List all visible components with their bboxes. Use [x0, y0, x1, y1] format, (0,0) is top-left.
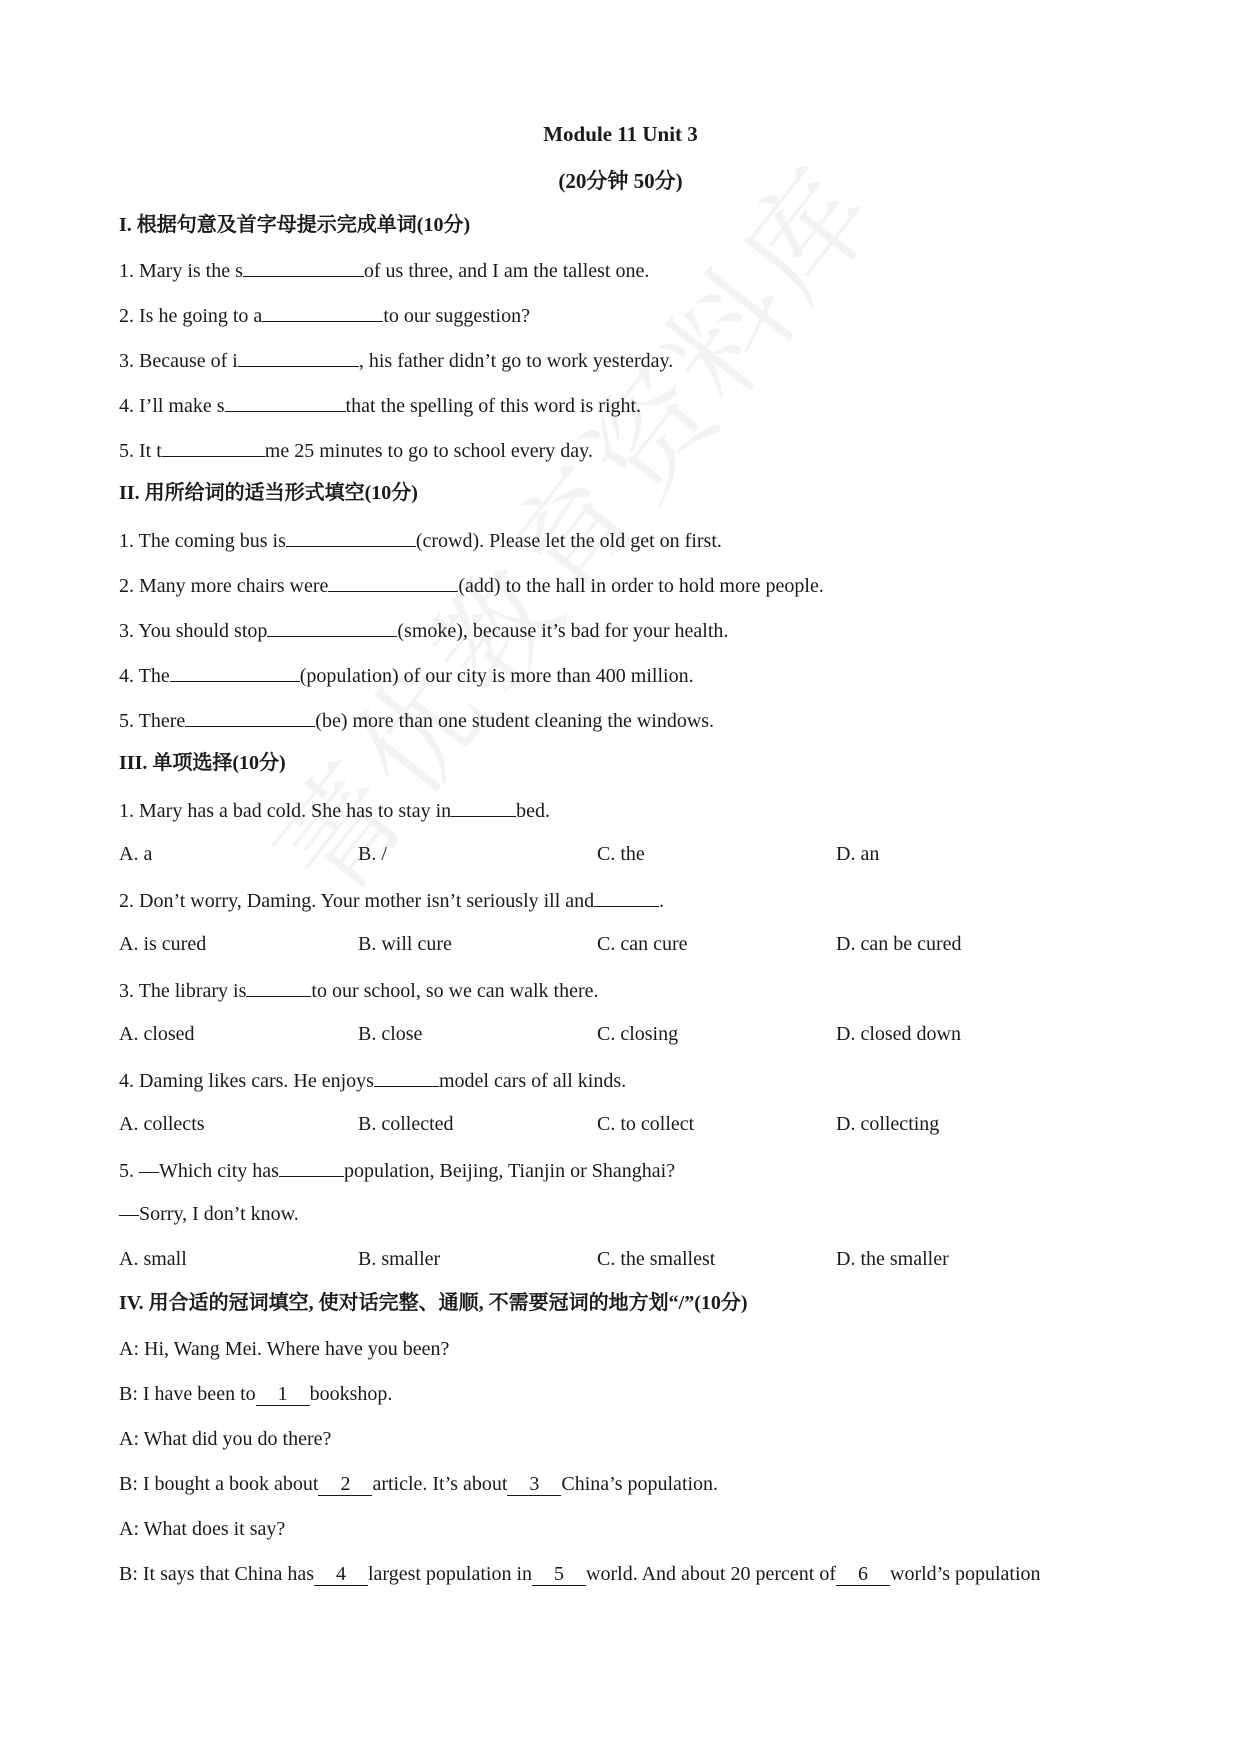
- s3-q3-option-d[interactable]: D. closed down: [836, 1023, 961, 1045]
- s3-q2-option-a[interactable]: A. is cured: [119, 933, 207, 955]
- answer-blank[interactable]: [279, 1156, 344, 1177]
- s3-q5-option-d[interactable]: D. the smaller: [836, 1248, 949, 1270]
- numbered-blank[interactable]: 5: [532, 1563, 586, 1586]
- s3-q3-option-b[interactable]: B. close: [358, 1023, 423, 1045]
- section-4-heading: IV. 用合适的冠词填空, 使对话完整、通顺, 不需要冠词的地方划“/”(10分): [119, 1292, 748, 1314]
- s3-q5-option-a[interactable]: A. small: [119, 1248, 187, 1270]
- dialogue-line-1: A: Hi, Wang Mei. Where have you been?: [119, 1338, 450, 1360]
- answer-blank[interactable]: [246, 976, 311, 997]
- s3-question-5: 5. —Which city has population, Beijing, Tianjin or Shanghai?: [119, 1156, 675, 1184]
- page-title: Module 11 Unit 3: [543, 122, 698, 146]
- s3-q1-option-d[interactable]: D. an: [836, 843, 880, 865]
- s3-q5-option-b[interactable]: B. smaller: [358, 1248, 441, 1270]
- page-subtitle: (20分钟 50分): [558, 169, 683, 193]
- s1-question-4: 4. I’ll make s that the spelling of this word is right.: [119, 391, 641, 419]
- answer-blank[interactable]: [451, 796, 516, 817]
- s3-question-1: 1. Mary has a bad cold. She has to stay in bed.: [119, 796, 550, 824]
- s1-question-2: 2. Is he going to a to our suggestion?: [119, 301, 530, 329]
- s2-question-5: 5. There (be) more than one student cleaning the windows.: [119, 706, 714, 734]
- answer-blank[interactable]: [170, 661, 300, 682]
- s3-question-2: 2. Don’t worry, Daming. Your mother isn’t seriously ill and .: [119, 886, 664, 914]
- s1-question-5: 5. It t me 25 minutes to go to school every day.: [119, 436, 593, 464]
- answer-blank[interactable]: [238, 346, 359, 367]
- answer-blank[interactable]: [374, 1066, 439, 1087]
- s3-q4-option-d[interactable]: D. collecting: [836, 1113, 940, 1135]
- numbered-blank[interactable]: 6: [836, 1563, 890, 1586]
- s2-question-1: 1. The coming bus is (crowd). Please let the old get on first.: [119, 526, 722, 554]
- s3-q4-option-c[interactable]: C. to collect: [597, 1113, 695, 1135]
- dialogue-line-5: A: What does it say?: [119, 1518, 286, 1540]
- section-3-heading: III. 单项选择(10分): [119, 752, 286, 774]
- s1-question-1: 1. Mary is the s of us three, and I am the tallest one.: [119, 256, 649, 284]
- s2-question-4: 4. The (population) of our city is more than 400 million.: [119, 661, 694, 689]
- s1-question-3: 3. Because of i , his father didn’t go to work yesterday.: [119, 346, 673, 374]
- s2-question-3: 3. You should stop (smoke), because it’s bad for your health.: [119, 616, 728, 644]
- section-1-heading: I. 根据句意及首字母提示完成单词(10分): [119, 214, 471, 236]
- answer-blank[interactable]: [162, 436, 265, 457]
- answer-blank[interactable]: [594, 886, 659, 907]
- s3-q4-option-b[interactable]: B. collected: [358, 1113, 454, 1135]
- s3-q3-option-c[interactable]: C. closing: [597, 1023, 679, 1045]
- s3-q2-option-d[interactable]: D. can be cured: [836, 933, 962, 955]
- dialogue-line-6: B: It says that China has 4 largest population in 5 world. And about 20 percent of 6 world’s population: [119, 1563, 1041, 1585]
- s3-q1-option-b[interactable]: B. /: [358, 843, 387, 865]
- numbered-blank[interactable]: 3: [507, 1473, 561, 1496]
- answer-blank[interactable]: [286, 526, 416, 547]
- dialogue-line-2: B: I have been to 1 bookshop.: [119, 1383, 393, 1405]
- numbered-blank[interactable]: 1: [256, 1383, 310, 1406]
- s3-q5-reply: —Sorry, I don’t know.: [119, 1203, 299, 1225]
- dialogue-line-3: A: What did you do there?: [119, 1428, 332, 1450]
- answer-blank[interactable]: [243, 256, 364, 277]
- numbered-blank[interactable]: 2: [318, 1473, 372, 1496]
- s3-q1-option-c[interactable]: C. the: [597, 843, 645, 865]
- s3-q1-option-a[interactable]: A. a: [119, 843, 153, 865]
- answer-blank[interactable]: [225, 391, 346, 412]
- answer-blank[interactable]: [185, 706, 315, 727]
- s3-q5-option-c[interactable]: C. the smallest: [597, 1248, 716, 1270]
- s2-question-2: 2. Many more chairs were (add) to the hall in order to hold more people.: [119, 571, 824, 599]
- s3-question-3: 3. The library is to our school, so we can walk there.: [119, 976, 599, 1004]
- s3-q2-option-c[interactable]: C. can cure: [597, 933, 688, 955]
- numbered-blank[interactable]: 4: [314, 1563, 368, 1586]
- s3-q3-option-a[interactable]: A. closed: [119, 1023, 195, 1045]
- dialogue-line-4: B: I bought a book about 2 article. It’s about 3 China’s population.: [119, 1473, 719, 1495]
- s3-question-4: 4. Daming likes cars. He enjoys model cars of all kinds.: [119, 1066, 626, 1094]
- answer-blank[interactable]: [262, 301, 383, 322]
- section-2-heading: II. 用所给词的适当形式填空(10分): [119, 482, 418, 504]
- answer-blank[interactable]: [328, 571, 458, 592]
- s3-q2-option-b[interactable]: B. will cure: [358, 933, 452, 955]
- answer-blank[interactable]: [267, 616, 397, 637]
- s3-q4-option-a[interactable]: A. collects: [119, 1113, 205, 1135]
